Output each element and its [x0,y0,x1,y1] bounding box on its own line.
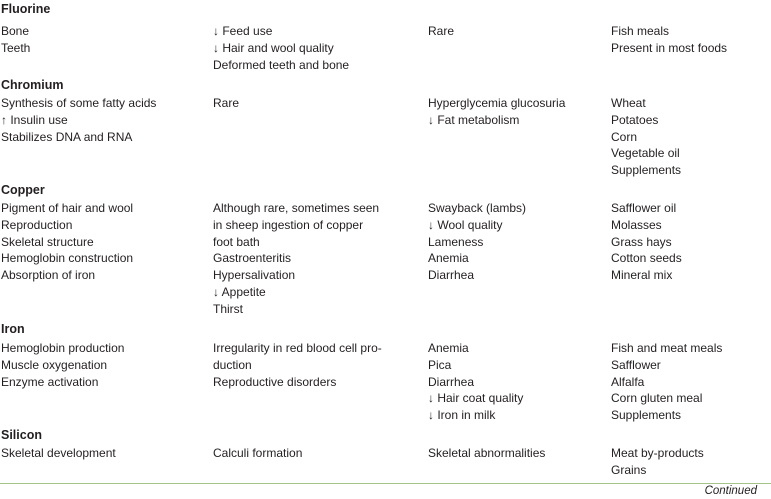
chromium-functions [1,95,156,145]
cell-line: Pica [428,357,452,372]
cell-line: Rare [213,96,240,110]
cell-line: Grass hays [611,234,672,249]
cell-line: Grains [611,462,647,477]
fluorine-deficiency [428,23,454,40]
iron-sources [611,340,722,424]
cell-line: Corn [611,129,638,144]
cell-line: Mineral mix [611,268,673,283]
chromium-excess [213,95,239,112]
iron-excess [213,340,382,390]
cell-line: Hemoglobin construction [1,251,134,266]
section-title-silicon: Silicon [1,428,42,442]
cell-line: Hyperglycemia glucosuria [428,96,566,110]
cell-line: Safflower [611,357,661,372]
cell-line: Present in most foods [611,40,728,55]
cell-line: Safflower oil [611,201,677,215]
cell-line: Wheat [611,96,646,110]
copper-functions [1,200,133,284]
cell-line: Molasses [611,217,662,232]
continued-label: Continued [704,485,757,497]
iron-functions [1,340,124,390]
cell-line: Reproductive disorders [213,374,337,389]
fluorine-sources [611,23,727,57]
cell-line: ↓ Hair coat quality [428,391,524,406]
cell-line: ↓ Hair and wool quality [213,40,334,55]
cell-line: ↓ Iron in milk [428,408,496,423]
chromium-sources [611,95,681,179]
cell-line: Vegetable oil [611,146,680,161]
copper-deficiency [428,200,526,284]
cell-line: Absorption of iron [1,268,96,283]
cell-line: Cotton seeds [611,251,682,266]
cell-line: Deformed teeth and bone [213,57,350,72]
cell-line: in sheep ingestion of copper [213,217,364,232]
cell-line: Diarrhea [428,374,475,389]
cell-line: ↓ Appetite [213,284,266,299]
cell-line: Although rare, sometimes seen [213,201,380,215]
cell-line: Diarrhea [428,268,475,283]
section-title-fluorine: Fluorine [1,2,51,16]
cell-line: Teeth [1,40,31,55]
cell-line: Swayback (lambs) [428,201,527,215]
cell-line: Corn gluten meal [611,391,703,406]
silicon-functions [1,445,116,462]
section-title-iron: Iron [1,322,25,336]
silicon-deficiency [428,445,545,462]
copper-excess [213,200,379,318]
chromium-deficiency [428,95,565,129]
cell-line: ↓ Fat metabolism [428,112,520,127]
cell-line: Gastroenteritis [213,251,292,266]
copper-sources [611,200,682,284]
cell-line: duction [213,357,252,372]
iron-deficiency [428,340,523,424]
cell-line: Lameness [428,234,484,249]
cell-line: Fish meals [611,24,670,38]
cell-line: Thirst [213,301,243,316]
cell-line: Stabilizes DNA and RNA [1,129,133,144]
cell-line: Calculi formation [213,446,303,460]
section-title-copper: Copper [1,183,45,197]
cell-line: ↓ Wool quality [428,217,503,232]
cell-line: Anemia [428,251,469,266]
cell-line: Fish and meat meals [611,341,723,355]
cell-line: Supplements [611,163,682,178]
cell-line: foot bath [213,234,260,249]
cell-line: Anemia [428,341,469,355]
cell-line: Bone [1,24,30,38]
cell-line: Synthesis of some fatty acids [1,96,157,110]
cell-line: Hemoglobin production [1,341,125,355]
cell-line: Irregularity in red blood cell pro- [213,341,382,355]
cell-line: Supplements [611,408,682,423]
cell-line: Potatoes [611,112,659,127]
cell-line: Hypersalivation [213,268,296,283]
cell-line: Rare [428,24,455,38]
cell-line: Meat by-products [611,446,704,460]
cell-line: ↑ Insulin use [1,112,68,127]
silicon-excess [213,445,302,462]
bottom-rule [0,483,771,484]
cell-line: Pigment of hair and wool [1,201,134,215]
silicon-sources [611,445,704,479]
cell-line: Muscle oxygenation [1,357,108,372]
section-title-chromium: Chromium [1,78,64,92]
cell-line: Skeletal structure [1,234,94,249]
cell-line: Skeletal abnormalities [428,446,546,460]
cell-line: Reproduction [1,217,73,232]
cell-line: Alfalfa [611,374,645,389]
cell-line: ↓ Feed use [213,24,273,38]
fluorine-excess [213,23,349,73]
cell-line: Enzyme activation [1,374,99,389]
cell-line: Skeletal development [1,446,116,460]
fluorine-functions [1,23,30,57]
